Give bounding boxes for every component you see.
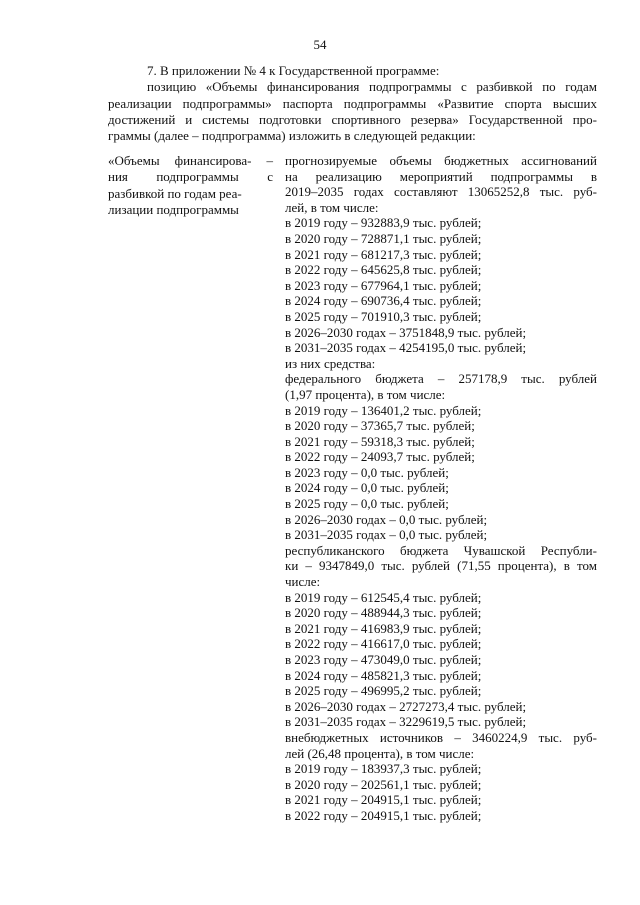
content-word: 257178,9	[458, 371, 508, 387]
content-word: тыс.	[381, 558, 405, 574]
content-word: ассигнований	[521, 153, 597, 168]
content-line: лей (26,48 процента), в том числе:	[285, 745, 475, 761]
content-word: объемы	[389, 153, 432, 168]
content-line: в 2025 году – 0,0 тыс. рублей;	[285, 496, 449, 512]
intro-paragraph-line: граммы (далее – подпрограмма) изложить в следующей редакции:	[108, 128, 476, 144]
content-line: в 2031–2035 годах – 0,0 тыс. рублей;	[285, 527, 488, 543]
content-word: подпрограммы	[490, 168, 574, 184]
content-word: прогнозируемые	[285, 153, 377, 168]
content-word: бюджетных	[444, 153, 509, 168]
content-word: внебюджетных	[285, 729, 369, 745]
content-word: рублей	[558, 371, 597, 387]
content-word: (71,55	[457, 558, 491, 574]
content-line: в 2024 году – 485821,3 тыс. рублей;	[285, 667, 482, 683]
content-line: в 2031–2035 годах – 4254195,0 тыс. рублей;	[285, 340, 527, 356]
content-line: в 2025 году – 496995,2 тыс. рублей;	[285, 683, 482, 699]
content-line: лей, в том числе:	[285, 199, 379, 215]
title-word: подпрограммы	[156, 169, 239, 185]
content-line: в 2025 году – 701910,3 тыс. рублей;	[285, 308, 482, 324]
content-line: числе:	[285, 574, 321, 590]
content-line: в 2019 году – 183937,3 тыс. рублей;	[285, 761, 482, 777]
content-word: тыс.	[538, 729, 563, 745]
content-word: составляют	[393, 184, 458, 200]
intro-text	[108, 63, 597, 144]
content-line: в 2021 году – 59318,3 тыс. рублей;	[285, 433, 475, 449]
content-line: из них средства:	[285, 355, 376, 371]
content-line: в 2023 году – 677964,1 тыс. рублей;	[285, 277, 482, 293]
title-line	[108, 186, 273, 202]
content-word: республиканского	[285, 542, 385, 558]
page-number: 54	[313, 37, 327, 52]
intro-paragraph-line: позицию «Объемы финансирования подпрограммы с разбивкой по годам	[147, 79, 597, 95]
content-line: в 2024 году – 690736,4 тыс. рублей;	[285, 293, 482, 309]
content-word: Чувашской	[463, 542, 526, 558]
content-word: в	[590, 168, 597, 184]
content-line: в 2031–2035 годах – 3229619,5 тыс. рублей;	[285, 714, 527, 730]
content-word: –	[437, 371, 445, 387]
content-line: в 2022 году – 24093,7 тыс. рублей;	[285, 449, 475, 465]
content-word: 13065252,8	[467, 184, 530, 200]
content-line: в 2019 году – 136401,2 тыс. рублей;	[285, 402, 482, 418]
content-line: в 2020 году – 202561,1 тыс. рублей;	[285, 776, 482, 792]
content-word: –	[305, 558, 312, 574]
content-word: 2019–2035	[285, 184, 344, 200]
content-word: в	[563, 558, 570, 574]
content-line: в 2026–2030 годах – 3751848,9 тыс. рублей;	[285, 324, 527, 340]
content-line: в 2021 году – 681217,3 тыс. рублей;	[285, 246, 482, 262]
title-word: с	[267, 169, 273, 185]
content-word: источников	[379, 729, 444, 745]
content-word: тыс.	[521, 371, 545, 387]
title-word: разбивкой по годам реа-	[108, 185, 242, 201]
intro-paragraph-line: достижений и системы подготовки спортивного резерва» Государственной про-	[108, 111, 597, 127]
content-line: в 2023 году – 0,0 тыс. рублей;	[285, 464, 449, 480]
content-line: в 2022 году – 645625,8 тыс. рублей;	[285, 262, 482, 278]
position-content-column	[285, 153, 597, 824]
content-line: (1,97 процента), в том числе:	[285, 386, 446, 402]
content-word: бюджета	[375, 371, 424, 387]
content-line: в 2023 году – 473049,0 тыс. рублей;	[285, 652, 482, 667]
title-line	[108, 202, 273, 218]
content-word: 3460224,9	[472, 729, 528, 745]
content-word: тыс.	[539, 184, 564, 200]
content-line: в 2020 году – 37365,7 тыс. рублей;	[285, 418, 475, 434]
title-word: ния	[108, 169, 128, 185]
content-word: руб-	[573, 184, 597, 200]
position-title-column	[108, 153, 273, 218]
title-word: лизации подпрограммы	[108, 201, 239, 217]
title-line	[108, 153, 273, 169]
content-word: мероприятий	[399, 168, 473, 184]
content-line	[285, 558, 597, 574]
content-word: годах	[353, 184, 384, 200]
content-line	[285, 371, 597, 387]
title-word: финансирова-	[174, 153, 252, 168]
content-word: 9347849,0	[318, 558, 375, 574]
content-line	[285, 730, 597, 746]
content-line: в 2019 году – 612545,4 тыс. рублей;	[285, 589, 482, 605]
content-word: реализацию	[315, 168, 382, 184]
content-line: в 2026–2030 годах – 2727273,4 тыс. рублей;	[285, 698, 527, 714]
content-word: рублей	[411, 558, 451, 574]
content-line: в 2022 году – 204915,1 тыс. рублей;	[285, 807, 482, 823]
content-word: ки	[285, 558, 299, 574]
content-line	[285, 169, 597, 185]
content-line	[285, 184, 597, 200]
title-line	[108, 169, 273, 185]
content-line: в 2024 году – 0,0 тыс. рублей;	[285, 480, 449, 496]
content-line: в 2020 году – 728871,1 тыс. рублей;	[285, 230, 482, 246]
content-word: руб-	[573, 729, 597, 745]
title-word: «Объемы	[108, 153, 160, 168]
content-line: в 2019 году – 932883,9 тыс. рублей;	[285, 215, 482, 231]
content-line: в 2020 году – 488944,3 тыс. рублей;	[285, 605, 482, 621]
content-line: в 2022 году – 416617,0 тыс. рублей;	[285, 636, 482, 652]
content-word: –	[454, 729, 461, 745]
content-line	[285, 153, 597, 169]
content-word: процента),	[497, 558, 557, 574]
content-line: в 2021 году – 416983,9 тыс. рублей;	[285, 620, 482, 636]
content-word: Республи-	[540, 542, 597, 558]
title-word: –	[266, 153, 273, 168]
intro-paragraph-line: реализации подпрограммы» паспорта подпрограммы «Развитие спорта высших	[108, 95, 597, 111]
intro-first-line: 7. В приложении № 4 к Государственной программе:	[147, 63, 440, 78]
content-word: федерального	[285, 371, 362, 387]
content-word: на	[285, 168, 298, 184]
content-line: в 2021 году – 204915,1 тыс. рублей;	[285, 792, 482, 808]
content-line: в 2026–2030 годах – 0,0 тыс. рублей;	[285, 511, 488, 527]
content-word: бюджета	[399, 542, 449, 558]
intro-paragraph	[108, 79, 597, 144]
content-line	[285, 543, 597, 559]
content-word: том	[576, 558, 597, 574]
